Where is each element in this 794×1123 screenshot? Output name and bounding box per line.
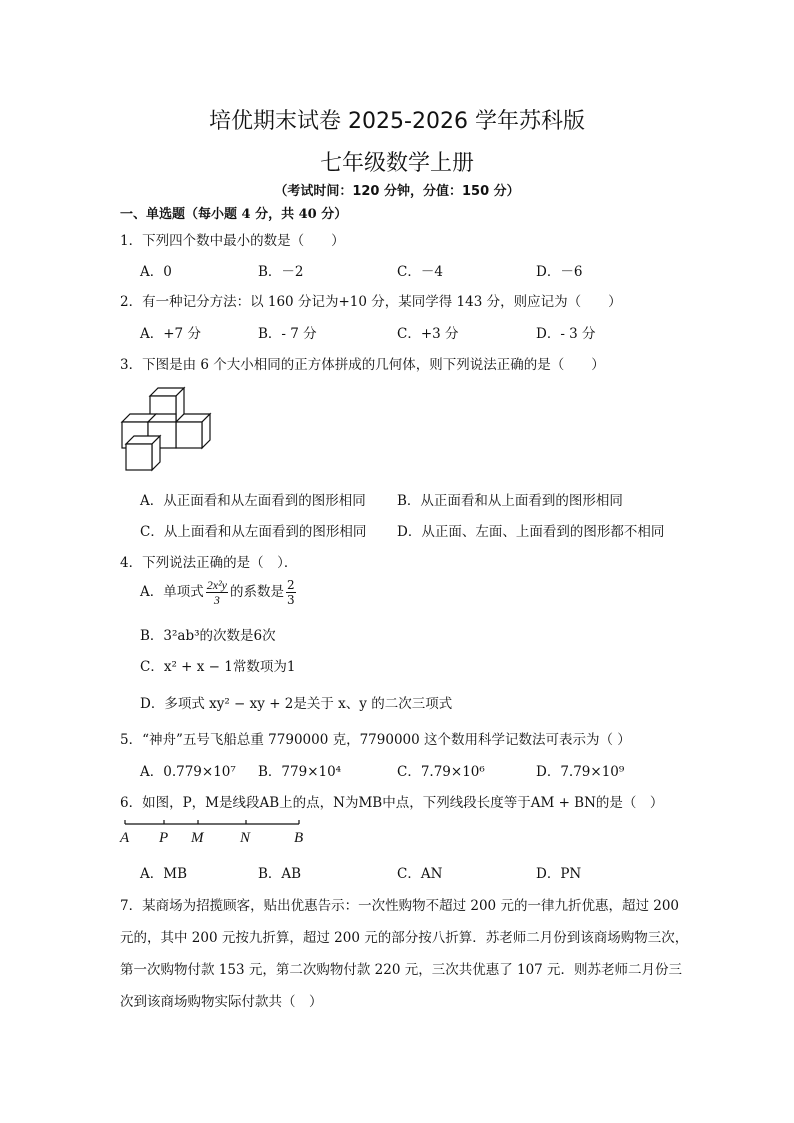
question-2-stem: 2．有一种记分方法：以 160 分记为+10 分，某同学得 143 分，则应记为（ ） xyxy=(120,294,622,310)
label-n: N xyxy=(240,830,251,846)
question-7-line4: 次到该商场购物实际付款共（ ） xyxy=(120,994,323,1010)
question-5-option-c: C．7.79×10⁶ xyxy=(397,764,485,780)
label-a: A xyxy=(120,830,130,846)
question-2-option-c: C．+3 分 xyxy=(397,326,459,342)
question-1-option-c: C．－4 xyxy=(397,264,443,280)
question-6-option-a: A．MB xyxy=(140,866,187,882)
question-6-option-b: B．AB xyxy=(258,866,302,882)
question-2-option-b: B．- 7 分 xyxy=(258,326,317,342)
question-3-option-d: D．从正面、左面、上面看到的图形都不相同 xyxy=(397,524,665,540)
label-b: B xyxy=(294,830,304,846)
question-6-option-c: C．AN xyxy=(397,866,443,882)
question-4-option-d: D．多项式 xy² − xy + 2是关于 x、y 的二次三项式 xyxy=(140,696,453,712)
question-3-option-a: A．从正面看和从左面看到的图形相同 xyxy=(140,493,366,509)
exam-title-line1: 培优期末试卷 2025-2026 学年苏科版 xyxy=(209,109,585,134)
question-5-option-b: B．779×10⁴ xyxy=(258,764,342,780)
label-m: M xyxy=(191,830,204,846)
question-1-stem: 1．下列四个数中最小的数是（ ） xyxy=(120,233,345,249)
question-7-line2: 元的，其中 200 元按九折算，超过 200 元的部分按八折算．苏老师二月份到该商场购物三次， xyxy=(120,930,689,946)
exam-title-line2: 七年级数学上册 xyxy=(319,151,474,176)
question-2-option-a: A．+7 分 xyxy=(140,326,201,342)
question-2-option-d: D．- 3 分 xyxy=(536,326,596,342)
question-4-option-b: B．3²ab³的次数是6次 xyxy=(140,628,276,644)
question-4-stem: 4．下列说法正确的是（ ）． xyxy=(120,555,298,571)
question-3-option-b: B．从正面看和从上面看到的图形相同 xyxy=(397,493,623,509)
question-4-option-c: C．x² + x − 1常数项为1 xyxy=(140,659,296,675)
question-5-option-a: A．0.779×10⁷ xyxy=(140,764,236,780)
question-7-line1: 7．某商场为招揽顾客，贴出优惠告示：一次性购物不超过 200 元的一律九折优惠，超过 200 xyxy=(120,898,679,914)
fraction-numerator: 2x²y xyxy=(206,578,227,592)
segment-figure xyxy=(118,815,308,849)
cube-figure xyxy=(116,384,216,474)
label-p: P xyxy=(159,830,169,846)
question-1-option-b: B．－2 xyxy=(258,264,304,280)
question-1-option-a: A．0 xyxy=(140,264,172,280)
answer-fraction xyxy=(286,578,296,607)
question-7-line3: 第一次购物付款 153 元，第二次购物付款 220 元，三次共优惠了 107 元．则苏老师二月份三 xyxy=(120,962,683,978)
answer-denominator: 3 xyxy=(287,593,295,607)
question-6-stem: 6．如图，P，M是线段AB上的点，N为MB中点，下列线段长度等于AM + BN的是（ ） xyxy=(120,795,664,811)
exam-subtitle: （考试时间：120 分钟，分值：150 分） xyxy=(274,184,520,199)
option-a-prefix: A．单项式 xyxy=(140,584,204,600)
question-3-option-c: C．从上面看和从左面看到的图形相同 xyxy=(140,524,367,540)
question-3-stem: 3．下图是由 6 个大小相同的正方体拼成的几何体，则下列说法正确的是（ ） xyxy=(120,357,605,373)
question-4-option-a xyxy=(140,578,298,607)
question-5-stem: 5．“神舟”五号飞船总重 7790000 克，7790000 这个数用科学记数法可表示为（ ） xyxy=(120,732,631,748)
answer-numerator: 2 xyxy=(287,578,295,592)
section-heading: 一、单选题（每小题 4 分，共 40 分） xyxy=(120,207,348,222)
fraction-denominator: 3 xyxy=(213,593,220,607)
question-1-option-d: D．－6 xyxy=(536,264,583,280)
question-6-option-d: D．PN xyxy=(536,866,582,882)
question-5-option-d: D．7.79×10⁹ xyxy=(536,764,625,780)
option-a-mid: 的系数是 xyxy=(230,584,284,600)
coefficient-fraction xyxy=(206,578,228,607)
